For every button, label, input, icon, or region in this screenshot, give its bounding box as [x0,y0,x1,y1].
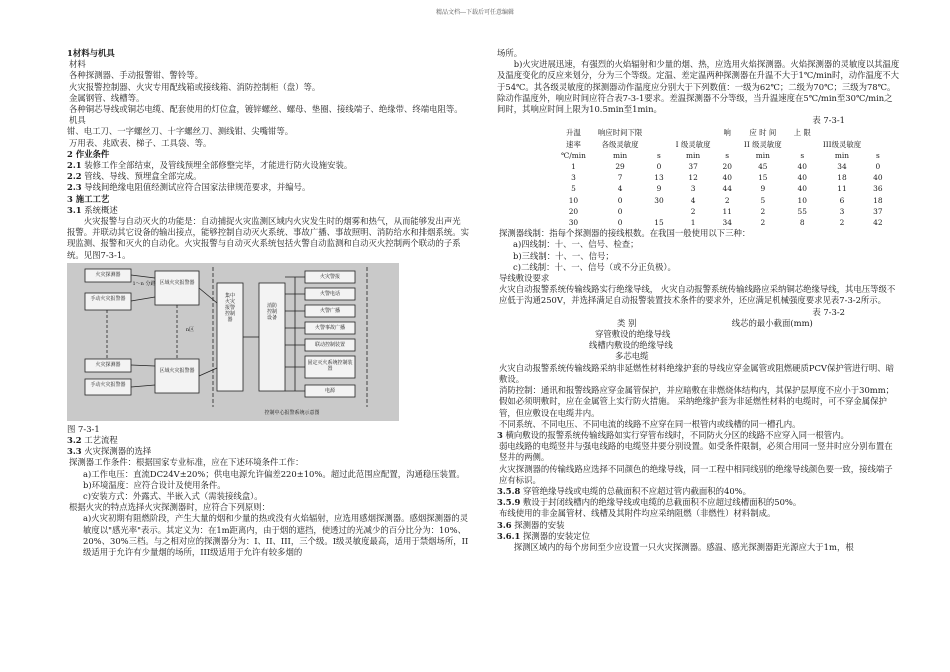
item-number: 3.5.8 [497,485,521,496]
table-cell: min [613,150,628,160]
table-cell: 响 [723,128,731,138]
tools-label: 机具 [69,115,86,126]
table-caption: 表 7-3-2 [812,306,845,317]
list-item: a)工作电压：直流DC24V±20%；供电电源允许偏差220±10%。超过此范围应配置，沟通稳压装置。 [83,468,465,479]
table-cell: s [800,150,805,160]
table-cell: I 级灵敏度 [675,139,711,149]
alarm-system-diagram [67,263,399,421]
right-column [497,48,900,553]
table-cell: 36 [873,184,883,194]
table-cell: 速率 [566,139,581,149]
material-item: 各种探测器、手动报警钳、警铃等。 [69,70,203,81]
item-number: 3.6.1 [497,530,521,541]
tool-item: 万用表、兆欧表、梯子、工具袋、等。 [69,137,212,148]
table-cell: 11 [722,206,732,216]
area-alarm-box-1: 区域火灾报警器 [159,279,195,286]
table-caption: 表 7-3-1 [812,115,845,126]
table-cell: s [875,150,880,160]
table-cell: 40 [873,173,883,183]
table-cell: min [686,150,701,160]
table-cell: 2 [690,206,696,216]
table2-row: 多芯电缆 [615,351,649,362]
paragraph: 火灾自动报警系统传输线路实行绝缘导线， 火灾自动报警系统传输线路应采纳铜芯绝缘导线，其电压等级不应低于沟通250V，并选择满足自动报警装置技术条件的要求外，还应满足机械强度要求见表7-3-2所示。 [499,284,896,306]
table-cell [648,127,669,138]
central-controller-box: 集中火灾报警控制器 [224,292,235,323]
table-cell: 30 [654,195,664,205]
table-cell: 15 [758,173,768,183]
table-cell [867,127,888,138]
table-cell [648,139,669,150]
table-cell: 1 [571,162,576,172]
condition-item [67,171,469,182]
table-cell: 2 [760,206,766,216]
item-text: 火灾探测器的选择 [81,446,152,457]
item-text: 探测器的安装 [511,519,565,530]
item-text: 装修工作全部结束，及管线预埋全部修整完毕，才能进行防火设施安装。 [81,160,353,171]
materials-label: 材料 [69,59,86,70]
zone-label: n区 [185,326,195,333]
condition-item [67,182,469,193]
condition-item [67,160,469,171]
page-header: 精品文档---下载后可任意编辑 [435,9,515,16]
tool-item: 钳、电工刀、一字螺丝刀、十字螺丝刀、测线钳、尖嘴钳等。 [67,126,294,137]
table-cell: 13 [654,173,664,183]
figure-caption: 图 7-3-1 [67,423,100,434]
table-cell: 11 [837,184,847,194]
manual-alarm-box-1: 手动火灾报警器 [90,295,126,302]
table-cell [717,139,738,150]
paragraph: b)火灾进展迅速，有强烈的火焰辐射和少量的烟、热，应选用火焰探测器。火焰探测器的灵敏度以其温度及温度变化的反应来划分，分为三个等级。定温、差定温两种探测器在升温不大于1℃/min时，动作温度不大于54℃。其各级灵敏度的探测器动作温度应分别大于下列数值：一级为62℃；二级为70℃；三级为78℃。除动作温度外，响应时间应符合表7-3-1要求。差温探测器不分等级，当升温速度在5℃/min至30℃/min之间时，其响应时间上限为10.5min至1min。 [497,59,900,115]
subsection-heading [497,531,900,542]
paragraph: 弱电线路的电缆竖井与强电线路的电缆竖井要分别设置。如受条件限制，必须合用同一竖井时应分别布置在竖井的两侧。 [499,441,893,463]
list-item: a)火灾初期有阻燃阶段，产生大量的烟和少量的热或没有火焰辐射，应选用感烟探测器。感烟探测器的灵敏度以"感光率"表示。其定义为：在1m距离内，由于烟的遮挡，使透过的光减少的百分比分为：10%、20%、30%三档。与之相对应的探测器分为：I、II、III，三个级。I级灵敏度最高，适用于禁烟场所，II级适用于允许有少量烟的场所，III级适用于允许有较多烟的 [83,513,469,558]
table-cell: 升温 [566,128,581,138]
material-item: 各种铜芯导线或铜芯电缆、配套使用的灯位盒，镀锌螺丝、螺母、垫圈、接线端子、绝缘带、终端电阻等。 [69,104,463,115]
table-cell: 4 [690,195,696,205]
table2-row: 穿管敷设的绝缘导线 [595,329,671,340]
table-cell: 18 [873,195,883,205]
paragraph: 场所。 [497,48,523,58]
table-cell: 0 [617,218,623,228]
table-cell: II 级灵敏度 [743,139,782,149]
table-cell: 应 时 间 [749,128,777,138]
item-text: 横向敷设的报警系统传输线路如实行穿管布线时，不同防火分区的线路不应穿入同一根管内。 [502,429,849,440]
paragraph: 布线使用的非金属管材、线槽及其附件均应采纳阻燃（非燃性）材料制成。 [499,508,776,519]
table-cell: 42 [873,218,883,228]
overview-paragraph: 火灾报警与自动灭火的功能是：自动捕捉火灾监测区域内火灾发生时的烟雾和热气，从而能够发出声光报警。并联动其它设备的输出接点，能够控制自动灭火系统、事故广播、事故照明、消防给水和排烟系统。实现监测、报警和灭火的自动化。火灾报警与自动灭火系统包括火警自动监测和自动灭火控制两个联动的子系统。见图7-3-1。 [67,216,469,260]
paragraph: 导线敷设要求 [499,273,550,284]
table2-header [497,318,900,329]
table-cell: 0 [617,206,623,216]
paragraph: 探测器线制：指每个探测器的接线根数。在我国一般使用以下三种： [499,228,751,239]
material-item: 火灾报警控制器、火灾专用配线箱或接线箱、消防控制柜（盘）等。 [69,81,321,92]
detector-box-1: 火灾探测器 [95,271,121,278]
table-cell: 4 [617,184,623,194]
material-item: 金属钢管、线槽等。 [69,92,145,103]
table-cell: 20 [568,206,579,216]
table-cell [817,127,867,138]
table-cell: 37 [873,206,883,216]
section-3-title: 3 施工工艺 [67,193,110,204]
table-cell: 30 [568,218,579,228]
table-cell: 10 [568,195,579,205]
item-number: 2.3 [67,182,82,193]
table-cell: 44 [722,184,732,194]
table-row [555,150,889,161]
table-cell: 37 [688,162,698,172]
paragraph: 消防控制：通讯和报警线路应穿金属管保护，并应暗敷在非燃烧体结构内，其保护层厚度不应小于30mm；假如必须明敷时，应在金属管上实行防火措施。 采纳绝缘护套为非延燃性材料的电缆时，可不穿金属保护管，但应敷设在电缆井内。 [499,385,895,418]
detector-box-2: 火灾探测器 [95,361,121,368]
subsection-heading [497,520,900,531]
subsection-heading [67,205,469,216]
item-text: 穿管绝缘导线或电缆的总截面积不应超过管内截面积的40%。 [520,485,751,496]
table-cell: 40 [797,173,807,183]
item-number: 3.1 [67,204,82,215]
subsection-heading [67,435,469,446]
item-number: 2.1 [67,160,82,171]
output-linkage-control: 联动控制装置 [314,341,345,348]
item-text: 系统概述 [81,204,118,215]
table-cell: 0 [617,195,623,205]
table-row [555,127,889,138]
table-cell: 7 [617,173,623,183]
diagram-caption-inner: 控制中心报警系统示意图 [264,409,320,416]
table-cell: 0 [875,162,881,172]
table-cell: min [834,150,850,160]
paragraph: 探测区域内的每个房间至少应设置一只火灾探测器。感温、感光探测器距光源应大于1m，根 [513,541,854,552]
table2-col-category: 类 别 [617,317,637,328]
item-number: 3.5.9 [497,497,521,508]
response-time-table [555,127,889,228]
section-2-title: 2 作业条件 [67,148,110,159]
table-cell: 40 [797,184,807,194]
table-cell [788,139,817,150]
fire-control-equipment-box: 消防控制设备 [266,302,277,321]
table-cell: min [755,150,770,160]
table-cell: 34 [837,162,847,172]
paragraph: 不同系统、不同电压、不同电流的线路不应穿在同一根管内或线槽的同一槽孔内。 [499,418,801,429]
list-item: a)四线制：十、一、信号、检查； [513,239,639,250]
item-text: 探测器的安装定位 [520,530,590,541]
list-item: c)安装方式：外露式、半嵌入式（需装接线盒）。 [83,491,263,502]
paragraph: 根据火灾的特点选择火灾探测器时，应符合下列原则： [69,502,270,513]
output-fire-broadcast: 火警广播 [319,307,340,314]
table-cell: 2 [724,195,730,205]
table-cell: 3 [571,173,576,183]
paragraph: 火灾探测器的传输线路应选择不同颜色的绝缘导线，同一工程中相同线别的绝缘导线颜色要一致，接线端子应有标识。 [499,463,893,485]
table-row [555,195,889,206]
list-item: c)二线制：十、一、信号（或不分正负极）。 [513,261,676,272]
table2-col-section: 线芯的最小截面(mm) [731,317,813,328]
table-row [555,183,889,194]
item-number: 2.2 [67,171,82,182]
table2-row: 线槽内敷设的绝缘导线 [589,340,673,351]
table-cell: 15 [654,218,664,228]
output-fire-phone: 火警电话 [319,290,340,297]
table-cell: 1 [690,218,696,228]
item-number: 3.6 [497,519,512,530]
output-fire-alarm: 火灾警报 [319,273,340,280]
table-cell: 2 [760,218,766,228]
table-cell: 45 [758,162,768,172]
list-item: b)环境温度：应符合设计及使用条件。 [83,479,226,490]
table-cell: 18 [837,173,847,183]
table-row [555,161,889,172]
table-cell: 各级灵敏度 [601,139,639,149]
table-cell: 0 [656,162,662,172]
table-cell: 5 [571,184,576,194]
table-cell: 6 [839,195,845,205]
output-fixed-extinguishing: 固定灭火系统控制装置 [307,359,353,372]
branch-label: 1～n 分路 [132,280,156,287]
table-cell: 55 [797,206,807,216]
table-row [555,139,889,150]
paragraph [497,430,900,441]
table-cell: 8 [799,218,805,228]
list-item: b)三线制：十、一、信号； [513,250,614,261]
table-cell: III级灵敏度 [822,139,862,149]
table-cell: 29 [615,162,625,172]
table-row [555,172,889,183]
item-text: 管线、导线、预埋盒全部完成。 [81,171,202,182]
table-cell [867,139,888,150]
item-text: 敷设于封闭线槽内的绝缘导线或电缆的总截面积不应超过线槽面积的50%。 [520,497,802,508]
table-cell: 9 [656,184,662,194]
table-cell: 40 [797,162,807,172]
table-cell: 40 [722,173,732,183]
paragraph: 火灾自动报警系统传输线路采纳非延燃性材料绝缘护套的导线应穿金属管或阻燃硬质PCV保护管进行明、暗敷设。 [499,362,894,384]
table-cell: 3 [839,206,845,216]
table-cell: 10 [797,195,807,205]
table-cell: s [657,150,661,160]
output-power: 电源 [324,387,335,394]
section-1-title: 1材料与机具 [67,48,115,58]
item-number: 3.2 [67,435,82,446]
item-text: 导线间绝缘电阻值经测试应符合国家法律规范要求，并编号。 [81,182,311,193]
table-cell: 34 [722,218,732,228]
table-row [555,217,889,228]
paragraph [497,486,900,497]
subsection-heading [67,446,469,457]
table-cell [648,206,669,217]
table-row [555,206,889,217]
left-column [67,48,469,558]
paragraph: 探测器工作条件：根据国家专业标准，应在下述环境条件工作： [69,457,304,468]
table-cell [670,127,717,138]
table-cell: 上 限 [793,128,811,138]
table-cell: 5 [760,195,766,205]
output-emergency-broadcast: 火警事故广播 [314,324,345,331]
table-cell: 3 [690,184,696,194]
table-cell: 12 [688,173,698,183]
area-alarm-box-2: 区域火灾报警器 [159,367,195,374]
item-text: 工艺流程 [81,435,118,446]
table-cell: 响应时间下限 [597,128,643,138]
table-cell: ℃/min [561,150,586,160]
table-cell: s [725,150,730,160]
table-cell: 20 [722,162,732,172]
item-number: 3 [497,429,503,440]
table-cell: 9 [760,184,766,194]
paragraph [497,497,900,508]
table-cell: 2 [839,218,845,228]
manual-alarm-box-2: 手动火灾报警器 [90,381,126,388]
item-number: 3.3 [67,446,82,457]
